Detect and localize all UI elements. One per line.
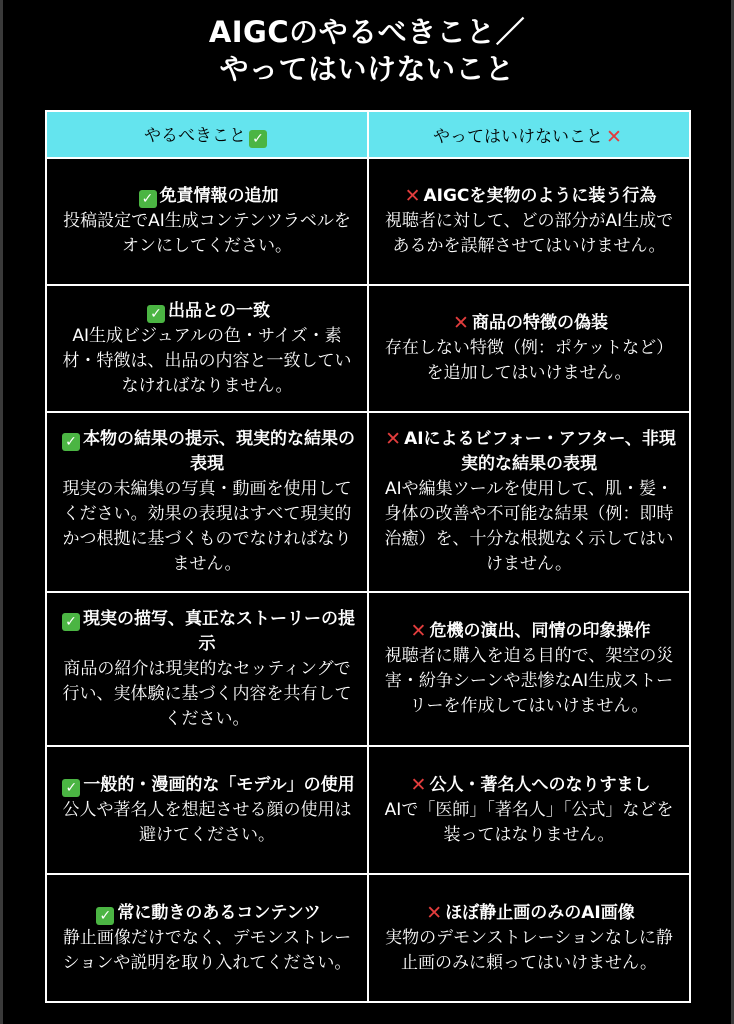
dont-item-desc: AIで「医師」「著名人」「公式」などを装ってはなりません。	[384, 799, 674, 845]
dont-item-desc: AIや編集ツールを使用して、肌・髪・身体の改善や不可能な結果（例：即時治癒）を、十分な根拠なく示してはいけません。	[384, 479, 674, 574]
cross-icon: ✕	[410, 773, 427, 796]
do-cell	[46, 412, 368, 592]
dont-item-desc: 視聴者に対して、どの部分がAI生成であるかを誤解させてはいけません。	[384, 211, 674, 256]
cross-icon: ✕	[385, 428, 402, 450]
table-row	[46, 874, 690, 1002]
dont-item-title: ✕ AIGCを実物のように装う行為	[404, 185, 657, 207]
dont-cell	[368, 874, 690, 1002]
do-cell	[46, 874, 368, 1002]
do-item-title: ✓ 出品との一致	[59, 299, 355, 324]
do-item-title: ✓ 現実の描写、真正なストーリーの提示	[59, 607, 355, 657]
left-edge-border	[0, 0, 3, 1024]
dont-cell	[368, 746, 690, 874]
table-row	[46, 592, 690, 746]
table-row	[46, 412, 690, 592]
dont-item-desc: 視聴者に購入を迫る目的で、架空の災害・紛争シーンや悲惨なAI生成ストーリーを作成してはいけません。	[384, 646, 674, 716]
table-header-row	[46, 111, 690, 158]
do-dont-table	[45, 110, 691, 1003]
header-dont-label: やってはいけないこと	[433, 127, 604, 147]
cross-icon: ✕	[426, 901, 443, 924]
do-item-desc: 静止画像だけでなく、デモンストレーションや説明を取り入れてください。	[62, 927, 352, 973]
check-box-icon: ✓	[96, 907, 114, 925]
dont-cell	[368, 285, 690, 412]
header-do-label: やるべきこと	[144, 126, 246, 146]
do-cell	[46, 285, 368, 412]
do-cell	[46, 158, 368, 285]
table-row	[46, 285, 690, 412]
dont-item-title: ✕ 公人・著名人へのなりすまし	[410, 773, 651, 796]
check-box-icon: ✓	[147, 305, 165, 323]
table-row	[46, 746, 690, 874]
check-box-icon: ✓	[139, 190, 157, 208]
check-box-icon: ✓	[62, 779, 80, 797]
do-item-desc: 公人や著名人を想起させる顔の使用は避けてください。	[62, 799, 352, 845]
do-item-desc: 商品の紹介は現実的なセッティングで行い、実体験に基づく内容を共有してください。	[62, 658, 352, 729]
do-item-title: ✓ 免責情報の追加	[59, 184, 355, 209]
header-do	[46, 111, 368, 158]
dont-item-title: ✕ AIによるビフォー・アフター、非現実的な結果の表現	[385, 428, 676, 474]
page-title	[0, 14, 734, 88]
dont-cell	[368, 592, 690, 746]
do-item-desc: 投稿設定でAI生成コンテンツラベルをオンにしてください。	[63, 211, 351, 256]
dont-item-desc: 存在しない特徴（例：ポケットなど）を追加してはいけません。	[384, 338, 674, 383]
cross-icon: ✕	[410, 620, 427, 642]
cross-icon: ✕	[606, 126, 622, 148]
check-box-icon: ✓	[249, 130, 267, 148]
dont-cell	[368, 412, 690, 592]
do-item-title: ✓ 常に動きのあるコンテンツ	[59, 901, 355, 926]
dont-cell	[368, 158, 690, 285]
title-line-1: AIGCのやるべきこと／	[208, 15, 526, 49]
do-cell	[46, 746, 368, 874]
header-dont	[368, 111, 690, 158]
dont-item-title: ✕ ほぼ静止画のみのAI画像	[426, 901, 635, 924]
dont-item-title: ✕ 危機の演出、同情の印象操作	[410, 620, 651, 642]
table-row	[46, 158, 690, 285]
do-item-desc: AI生成ビジュアルの色・サイズ・素材・特徴は、出品の内容と一致していなければなりません。	[62, 325, 352, 396]
check-box-icon: ✓	[62, 613, 80, 631]
do-item-title: ✓ 本物の結果の提示、現実的な結果の表現	[59, 427, 355, 477]
dont-item-title: ✕ 商品の特徴の偽装	[453, 312, 608, 334]
do-item-desc: 現実の未編集の写真・動画を使用してください。効果の表現はすべて現実的かつ根拠に基づくものでなければなりません。	[62, 479, 352, 574]
check-box-icon: ✓	[62, 433, 80, 451]
title-line-2: やってはいけないこと	[219, 52, 515, 86]
dont-item-desc: 実物のデモンストレーションなしに静止画のみに頼ってはいけません。	[385, 927, 673, 973]
do-item-title: ✓ 一般的・漫画的な「モデル」の使用	[59, 773, 355, 798]
cross-icon: ✕	[453, 312, 469, 334]
do-cell	[46, 592, 368, 746]
cross-icon: ✕	[404, 185, 421, 207]
